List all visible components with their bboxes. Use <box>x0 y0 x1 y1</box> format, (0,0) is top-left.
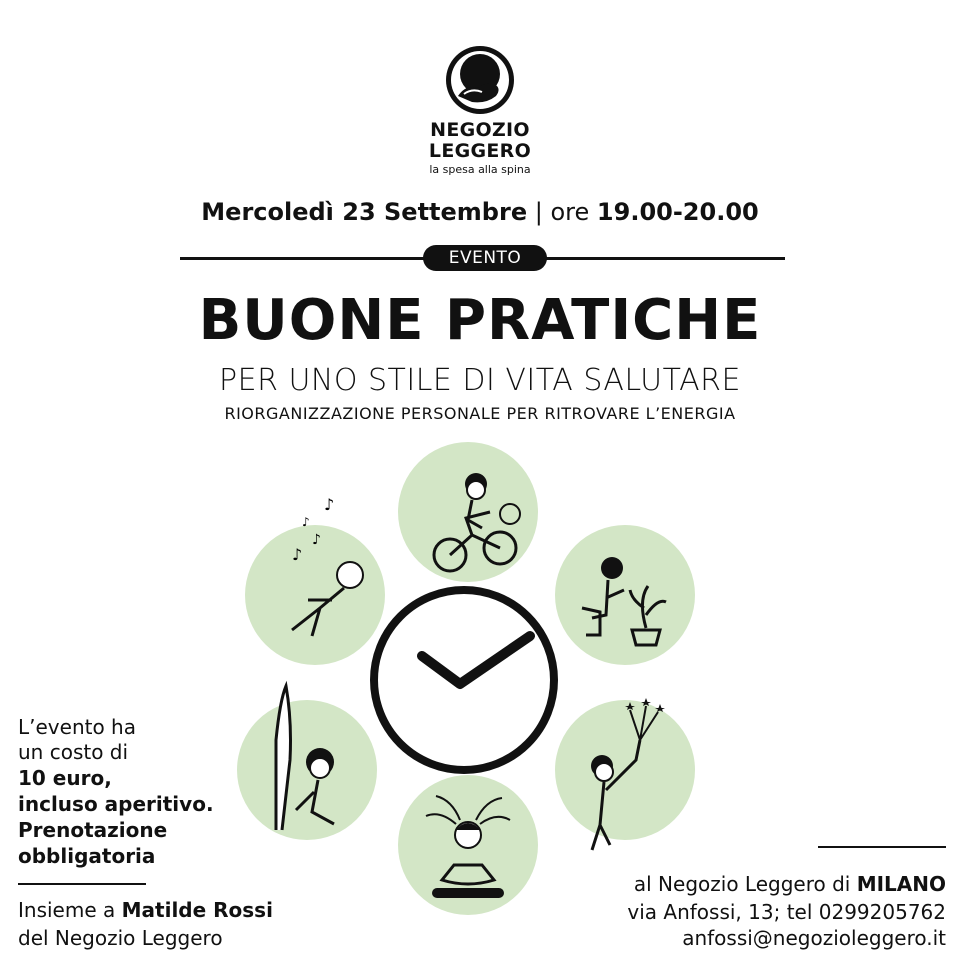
booking-line2: obbligatoria <box>18 844 156 868</box>
brand-tagline: la spesa alla spina <box>429 163 531 176</box>
address-divider <box>818 846 946 848</box>
hand-bulb-logo-icon <box>444 44 516 116</box>
location-prefix: al Negozio Leggero di <box>633 872 851 896</box>
location-line <box>634 872 946 896</box>
svg-text:♪: ♪ <box>292 545 303 564</box>
location-city: MILANO <box>856 872 946 896</box>
date-separator: | <box>534 198 543 226</box>
meditation-icon <box>398 775 538 915</box>
event-title: BUONE PRATICHE <box>198 288 762 353</box>
gardening-plant-icon <box>555 525 695 665</box>
divider-left <box>180 257 425 260</box>
brand-name-line1: NEGOZIO <box>430 119 530 141</box>
cost-amount: 10 euro, <box>18 766 112 790</box>
activities-illustration <box>220 440 740 920</box>
host-name: Matilde Rossi <box>121 898 273 922</box>
host-prefix: Insieme a <box>18 898 116 922</box>
event-date: Mercoledì 23 Settembre <box>201 198 528 226</box>
brand-name-line2: LEGGERO <box>428 140 532 162</box>
divider-right <box>545 257 785 260</box>
event-date-time <box>120 198 840 226</box>
host-line <box>18 898 273 922</box>
street-phone: via Anfossi, 13; tel 0299205762 <box>627 900 946 924</box>
music-relax-icon <box>245 495 385 665</box>
clock-icon <box>374 590 554 770</box>
host-affiliation: del Negozio Leggero <box>18 926 223 950</box>
email-link[interactable]: anfossi@negozioleggero.it <box>682 926 946 950</box>
event-subtitle-secondary: RIORGANIZZAZIONE PERSONALE PER RITROVARE L’ENERGIA <box>224 404 736 423</box>
time-prefix: ore <box>550 198 590 226</box>
event-badge: EVENTO <box>423 245 547 271</box>
info-divider <box>18 883 146 885</box>
event-time: 19.00-20.00 <box>596 198 759 226</box>
cost-line1: L’evento ha <box>18 715 136 739</box>
tree-sitting-icon <box>237 686 377 840</box>
bicycle-rider-icon <box>398 442 538 582</box>
svg-text:♪: ♪ <box>324 495 335 514</box>
cost-line2: un costo di <box>18 740 129 764</box>
booking-line1: Prenotazione <box>18 818 168 842</box>
stars-reach-icon <box>555 698 695 850</box>
svg-text:♪: ♪ <box>312 532 321 548</box>
cost-includes: incluso aperitivo. <box>18 792 214 816</box>
svg-text:♪: ♪ <box>302 515 310 529</box>
event-subtitle: PER UNO STILE DI VITA SALUTARE <box>219 363 741 398</box>
